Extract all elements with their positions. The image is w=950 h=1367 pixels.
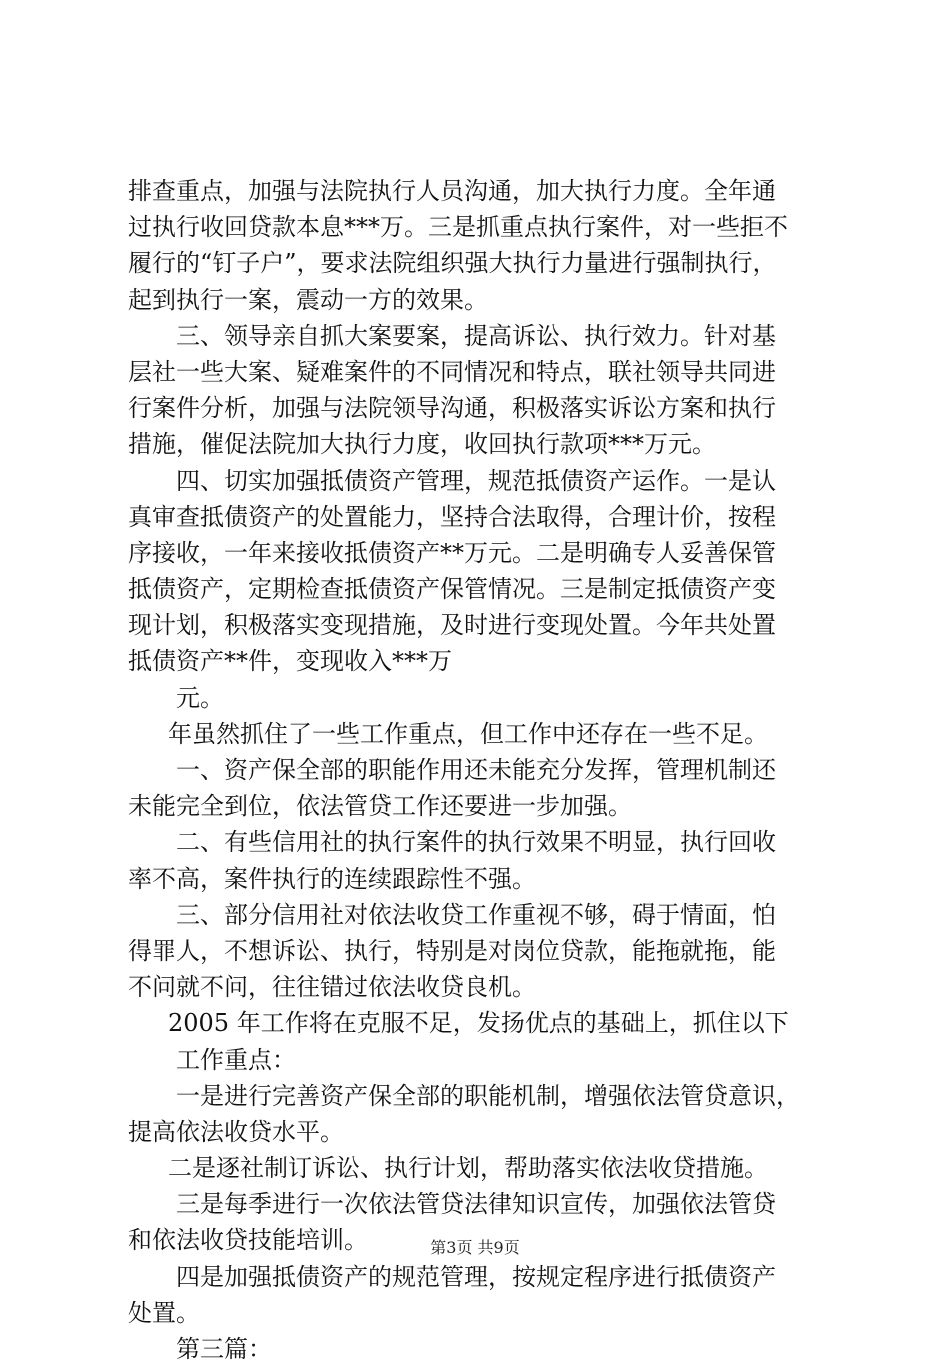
text-line: 得罪人，不想诉讼、执行，特别是对岗位贷款，能拖就拖，能 xyxy=(128,936,776,965)
text-line: 三、领导亲自抓大案要案，提高诉讼、执行效力。针对基 xyxy=(176,321,776,350)
text-line: 提高依法收贷水平。 xyxy=(128,1117,344,1146)
page-number-label: 第3页 共9页 xyxy=(430,1238,520,1257)
text-line: 排查重点，加强与法院执行人员沟通，加大执行力度。全年通 xyxy=(128,177,776,205)
text-line: 二、有些信用社的执行案件的执行效果不明显，执行回收 xyxy=(176,828,776,857)
text-line: 未能完全到位，依法管贷工作还要进一步加强。 xyxy=(128,792,632,821)
text-line: 二是逐社制订诉讼、执行计划，帮助落实依法收贷措施。 xyxy=(168,1154,768,1183)
text-line: 措施，催促法院加大执行力度，收回执行款项***万元。 xyxy=(128,430,716,459)
text-line: 履行的“钉子户”，要求法院组织强大执行力量进行强制执行， xyxy=(128,249,777,278)
text-line: 三是每季进行一次依法管贷法律知识宣传，加强依法管贷 xyxy=(176,1190,776,1219)
text-line: 层社一些大案、疑难案件的不同情况和特点，联社领导共同进 xyxy=(128,357,776,386)
body-text xyxy=(128,173,848,1367)
text-line: 第三篇： xyxy=(176,1335,272,1363)
text-line: 年虽然抓住了一些工作重点，但工作中还存在一些不足。 xyxy=(168,719,768,748)
text-line: 抵债资产**件，变现收入***万 xyxy=(128,647,452,676)
text-line: 一是进行完善资产保全部的职能机制，增强依法管贷意识， xyxy=(176,1081,800,1110)
text-line: 序接收，一年来接收抵债资产**万元。二是明确专人妥善保管 xyxy=(128,538,776,567)
text-line: 真审查抵债资产的处置能力，坚持合法取得，合理计价，按程 xyxy=(128,502,776,531)
page-footer xyxy=(0,1238,950,1258)
text-line: 起到执行一案，震动一方的效果。 xyxy=(128,285,488,314)
text-line: 一、资产保全部的职能作用还未能充分发挥，管理机制还 xyxy=(176,756,776,784)
text-line: 处置。 xyxy=(128,1298,200,1327)
text-line: 不问就不问，往往错过依法收贷良机。 xyxy=(128,973,536,1002)
text-line: 工作重点： xyxy=(176,1045,296,1074)
text-line: 四是加强抵债资产的规范管理，按规定程序进行抵债资产 xyxy=(176,1262,776,1291)
text-line: 2005 年工作将在克服不足，发扬优点的基础上，抓住以下 xyxy=(168,1009,789,1038)
text-line: 过执行收回贷款本息***万。三是抓重点执行案件，对一些拒不 xyxy=(128,213,788,242)
text-line: 行案件分析，加强与法院领导沟通，积极落实诉讼方案和执行 xyxy=(128,394,776,423)
text-line: 现计划，积极落实变现措施，及时进行变现处置。今年共处置 xyxy=(128,611,776,640)
text-line: 元。 xyxy=(176,683,224,712)
text-line: 和依法收贷技能培训。 xyxy=(128,1226,368,1255)
text-line: 抵债资产，定期检查抵债资产保管情况。三是制定抵债资产变 xyxy=(128,575,776,604)
text-line: 率不高，案件执行的连续跟踪性不强。 xyxy=(128,864,536,893)
text-line: 四、切实加强抵债资产管理，规范抵债资产运作。一是认 xyxy=(176,466,776,495)
text-line: 三、部分信用社对依法收贷工作重视不够，碍于情面，怕 xyxy=(176,900,776,929)
